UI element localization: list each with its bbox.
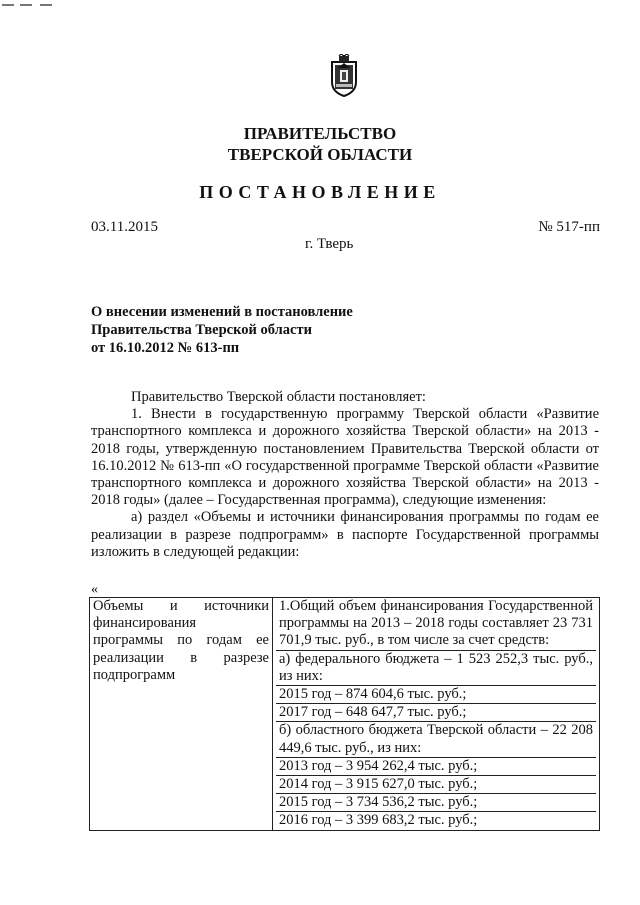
item-a-paragraph: а) раздел «Объемы и источники финансирования программы по годам ее реализации в разрезе подпрограмм» в паспорте Государственной программы изложить в следующей редакции: — [91, 509, 599, 560]
financing-line: 2013 год – 3 954 262,4 тыс. руб.; — [276, 758, 596, 776]
document-subject — [91, 303, 411, 357]
financing-line: 1.Общий объем финансирования Государственной программы на 2013 – 2018 годы составляет 23 731 701,9 тыс. руб., в том числе за счет средств: — [276, 598, 596, 651]
scan-mark — [2, 4, 14, 6]
subject-line: Правительства Тверской области — [91, 322, 312, 338]
financing-table — [89, 597, 600, 831]
document-body — [91, 389, 599, 561]
government-title-line1: ПРАВИТЕЛЬСТВО — [243, 124, 397, 143]
document-type: ПОСТАНОВЛЕНИЕ — [199, 182, 441, 202]
document-number: № 517-пп — [538, 219, 600, 235]
scan-mark — [40, 4, 52, 6]
financing-line: 2014 год – 3 915 627,0 тыс. руб.; — [276, 776, 596, 794]
financing-line: 2015 год – 3 734 536,2 тыс. руб.; — [276, 794, 596, 812]
open-quote: « — [91, 582, 98, 597]
intro-paragraph: Правительство Тверской области постановляет: — [131, 389, 426, 405]
financing-line: 2017 год – 648 647,7 тыс. руб.; — [276, 704, 596, 722]
item-1-paragraph: 1. Внести в государственную программу Тверской области «Развитие транспортного комплекса и дорожного хозяйства Тверской области» на 2013 - 2018 годы, утвержденную постановлением Правительства Тверской области от 16.10.2012 № 613-пп «О государственной программе Тверской области «Развитие транспортного комплекса и дорожного хозяйства Тверской области» на 2013 - 2018 годы» (далее – Государственная программа), следующие изменения: — [91, 406, 599, 509]
scan-mark — [20, 4, 32, 6]
financing-line: а) федерального бюджета – 1 523 252,3 тыс. руб., из них: — [276, 651, 596, 686]
financing-line: 2015 год – 874 604,6 тыс. руб.; — [276, 686, 596, 704]
document-city: г. Тверь — [305, 236, 354, 252]
table-cell-values — [273, 598, 600, 831]
subject-line: от 16.10.2012 № 613-пп — [91, 340, 240, 356]
financing-line: 2016 год – 3 399 683,2 тыс. руб.; — [279, 812, 478, 829]
coat-of-arms-icon — [330, 54, 358, 98]
table-row — [90, 598, 600, 831]
document-date: 03.11.2015 — [91, 219, 158, 235]
subject-line: О внесении изменений в постановление — [91, 304, 353, 320]
financing-line: б) областного бюджета Тверской области – 22 208 449,6 тыс. руб., из них: — [276, 722, 596, 757]
government-title-line2: ТВЕРСКОЙ ОБЛАСТИ — [227, 145, 413, 164]
table-cell-heading: Объемы и источники финансирования программы по годам ее реализации в разрезе подпрограмм — [90, 598, 273, 831]
